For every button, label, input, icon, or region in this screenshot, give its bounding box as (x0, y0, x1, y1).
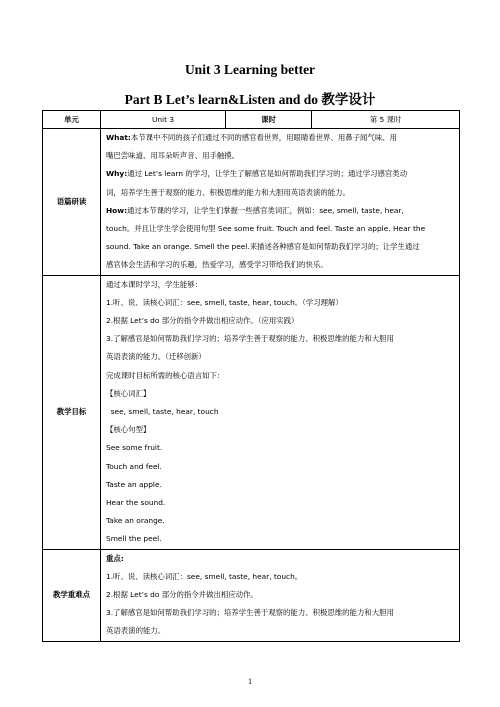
core-sentence: Smell the peel. (106, 534, 162, 544)
core-sentence: Take an orange. (106, 516, 165, 526)
lesson-plan-table (42, 110, 460, 642)
header-lesson-value: 第 5 课时 (312, 111, 460, 129)
objective-line: 完成课时目标所需的核心语言如下： (106, 370, 225, 380)
objectives-row (43, 275, 460, 549)
document-subtitle: Part B Let’s learn&Listen and do 教学设计 (124, 92, 376, 107)
keypoint-line: 1.听、说、读核心词汇：see, smell, taste, hear, touch。 (106, 571, 303, 581)
keypoint-line: 3.了解感官是如何帮助我们学习的；培养学生善于观察的能力、积极思维的能力和大胆用 (106, 608, 394, 618)
objective-line: 英语表演的能力。（迁移创新） (106, 352, 206, 362)
header-lesson-label: 课时 (226, 111, 312, 129)
analysis-line: What:本节课中不同的孩子们通过不同的感官看世界，用眼睛看世界、用鼻子闻气味、用 (106, 133, 397, 142)
keypoints-label: 教学重难点 (43, 549, 101, 641)
core-sentence-heading: 【核心句型】 (106, 425, 151, 435)
document-title: Unit 3 Learning better (184, 62, 316, 77)
core-sentence: Touch and feel. (106, 461, 162, 471)
core-sentence: See some fruit. (106, 443, 163, 453)
keypoint-line: 2.根据 Let’s do 部分的指令并做出相应动作。 (106, 590, 258, 600)
header-unit-label: 单元 (43, 111, 101, 129)
keypoint-line: 英语表演的能力。 (106, 626, 166, 636)
core-vocab-heading: 【核心词汇】 (106, 388, 151, 398)
objectives-label: 教学目标 (43, 275, 101, 549)
keypoints-heading: 重点: (106, 553, 124, 563)
core-vocab-words: see, smell, taste, hear, touch (106, 407, 219, 417)
objective-line: 1.听、说、读核心词汇：see, smell, taste, hear, touch。（学习理解） (106, 297, 343, 307)
objective-line: 通过本课时学习，学生能够： (106, 279, 203, 289)
keypoints-content (101, 549, 460, 641)
analysis-line: touch。并且让学生学会使用句型 See some fruit. Touch and feel. Taste an apple. Hear the (106, 224, 426, 234)
analysis-line: How:通过本节课的学习，让学生们掌握一些感官类词汇，例如：see, smell, taste, hear, (106, 205, 404, 215)
core-sentence: Hear the sound. (106, 498, 166, 508)
objective-line: 2.根据 Let’s do 部分的指令并做出相应动作。（应用实践） (106, 316, 299, 326)
analysis-line: Why:通过 Let’s learn 的学习，让学生了解感官是如何帮助我们学习的；通过学习感官类动 (106, 169, 408, 179)
objective-line: 3.了解感官是如何帮助我们学习的；培养学生善于观察的能力、积极思维的能力和大胆用 (106, 334, 394, 344)
analysis-row (43, 129, 460, 276)
analysis-label: 语篇研读 (43, 129, 101, 276)
analysis-line: sound. Take an orange. Smell the peel.来描述各种感官是如何帮助我们学习的；让学生通过 (106, 242, 420, 252)
core-sentence: Taste an apple. (106, 479, 162, 489)
header-unit-value: Unit 3 (101, 111, 226, 129)
keypoints-row (43, 549, 460, 641)
header-row (43, 111, 460, 129)
analysis-line: 感官体会生活和学习的乐趣，热爱学习，感受学习带给我们的快乐。 (106, 260, 328, 270)
objectives-content (101, 275, 460, 549)
analysis-line: 嘴巴尝味道、用耳朵听声音、用手触摸。 (106, 151, 240, 161)
analysis-content (101, 129, 460, 276)
analysis-line: 词，培养学生善于观察的能力、积极思维的能力和大胆用英语表演的能力。 (106, 187, 350, 197)
page-number: 1 (248, 677, 252, 686)
